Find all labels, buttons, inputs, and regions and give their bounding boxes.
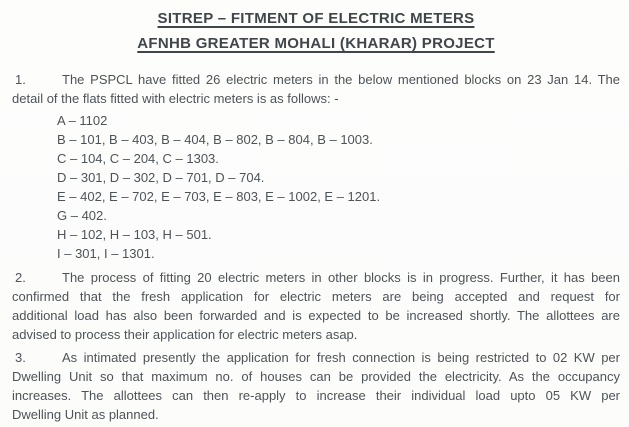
meter-block-list [57, 111, 620, 263]
paragraph-2-number: 2. [15, 270, 26, 285]
paragraph-3-number: 3. [15, 350, 26, 365]
paragraph-3 [12, 348, 620, 424]
meter-list-item-block-a: A – 1102 [57, 113, 108, 128]
document-title: SITREP – FITMENT OF ELECTRIC METERS [157, 10, 475, 27]
paragraph-1-line-1: The PSPCL have fitted 26 electric meters in the below mentioned blocks on 23 Jan 14. The [62, 72, 620, 87]
paragraph-2-line-2: confirmed that the fresh application for electric meters are being accepted and request for [12, 289, 620, 304]
paragraph-3-line-4: Dwelling Unit as planned. [12, 407, 159, 422]
meter-list-item-block-e: E – 402, E – 702, E – 703, E – 803, E – 1002, E – 1201. [57, 189, 381, 204]
meter-list-item-block-h: H – 102, H – 103, H – 501. [57, 227, 212, 242]
meter-list-item-block-c: C – 104, C – 204, C – 1303. [57, 151, 219, 166]
meter-list-item-block-i: I – 301, I – 1301. [57, 246, 155, 261]
meter-list-item-block-d: D – 301, D – 302, D – 701, D – 704. [57, 170, 265, 185]
paragraph-3-line-3: increases. The allottees can then re-apply to increase their individual load upto 05 KW per [12, 388, 620, 403]
paragraph-2-line-4: advised to process their application for electric meters asap. [12, 327, 358, 342]
document-subtitle: AFNHB GREATER MOHALI (KHARAR) PROJECT [137, 35, 495, 52]
paragraph-3-line-1: As intimated presently the application for fresh connection is being restricted to 02 KW per [62, 350, 620, 365]
paragraph-1 [12, 70, 620, 108]
paragraph-2-line-1: The process of fitting 20 electric meters in other blocks is in progress. Further, it has been [62, 270, 620, 285]
paragraph-1-line-2: detail of the flats fitted with electric meters is as follows: - [12, 91, 339, 106]
paragraph-2 [12, 268, 620, 344]
paragraph-1-number: 1. [15, 72, 26, 87]
paragraph-3-line-2: Dwelling Unit so that maximum no. of houses can be provided the electricity. As the occupancy [12, 369, 620, 384]
meter-list-item-block-b: B – 101, B – 403, B – 404, B – 802, B – 804, B – 1003. [57, 132, 373, 147]
paragraph-2-line-3: additional load has also been forwarded and is expected to be increased shortly. The allottees are [12, 308, 620, 323]
meter-list-item-block-g: G – 402. [57, 208, 107, 223]
